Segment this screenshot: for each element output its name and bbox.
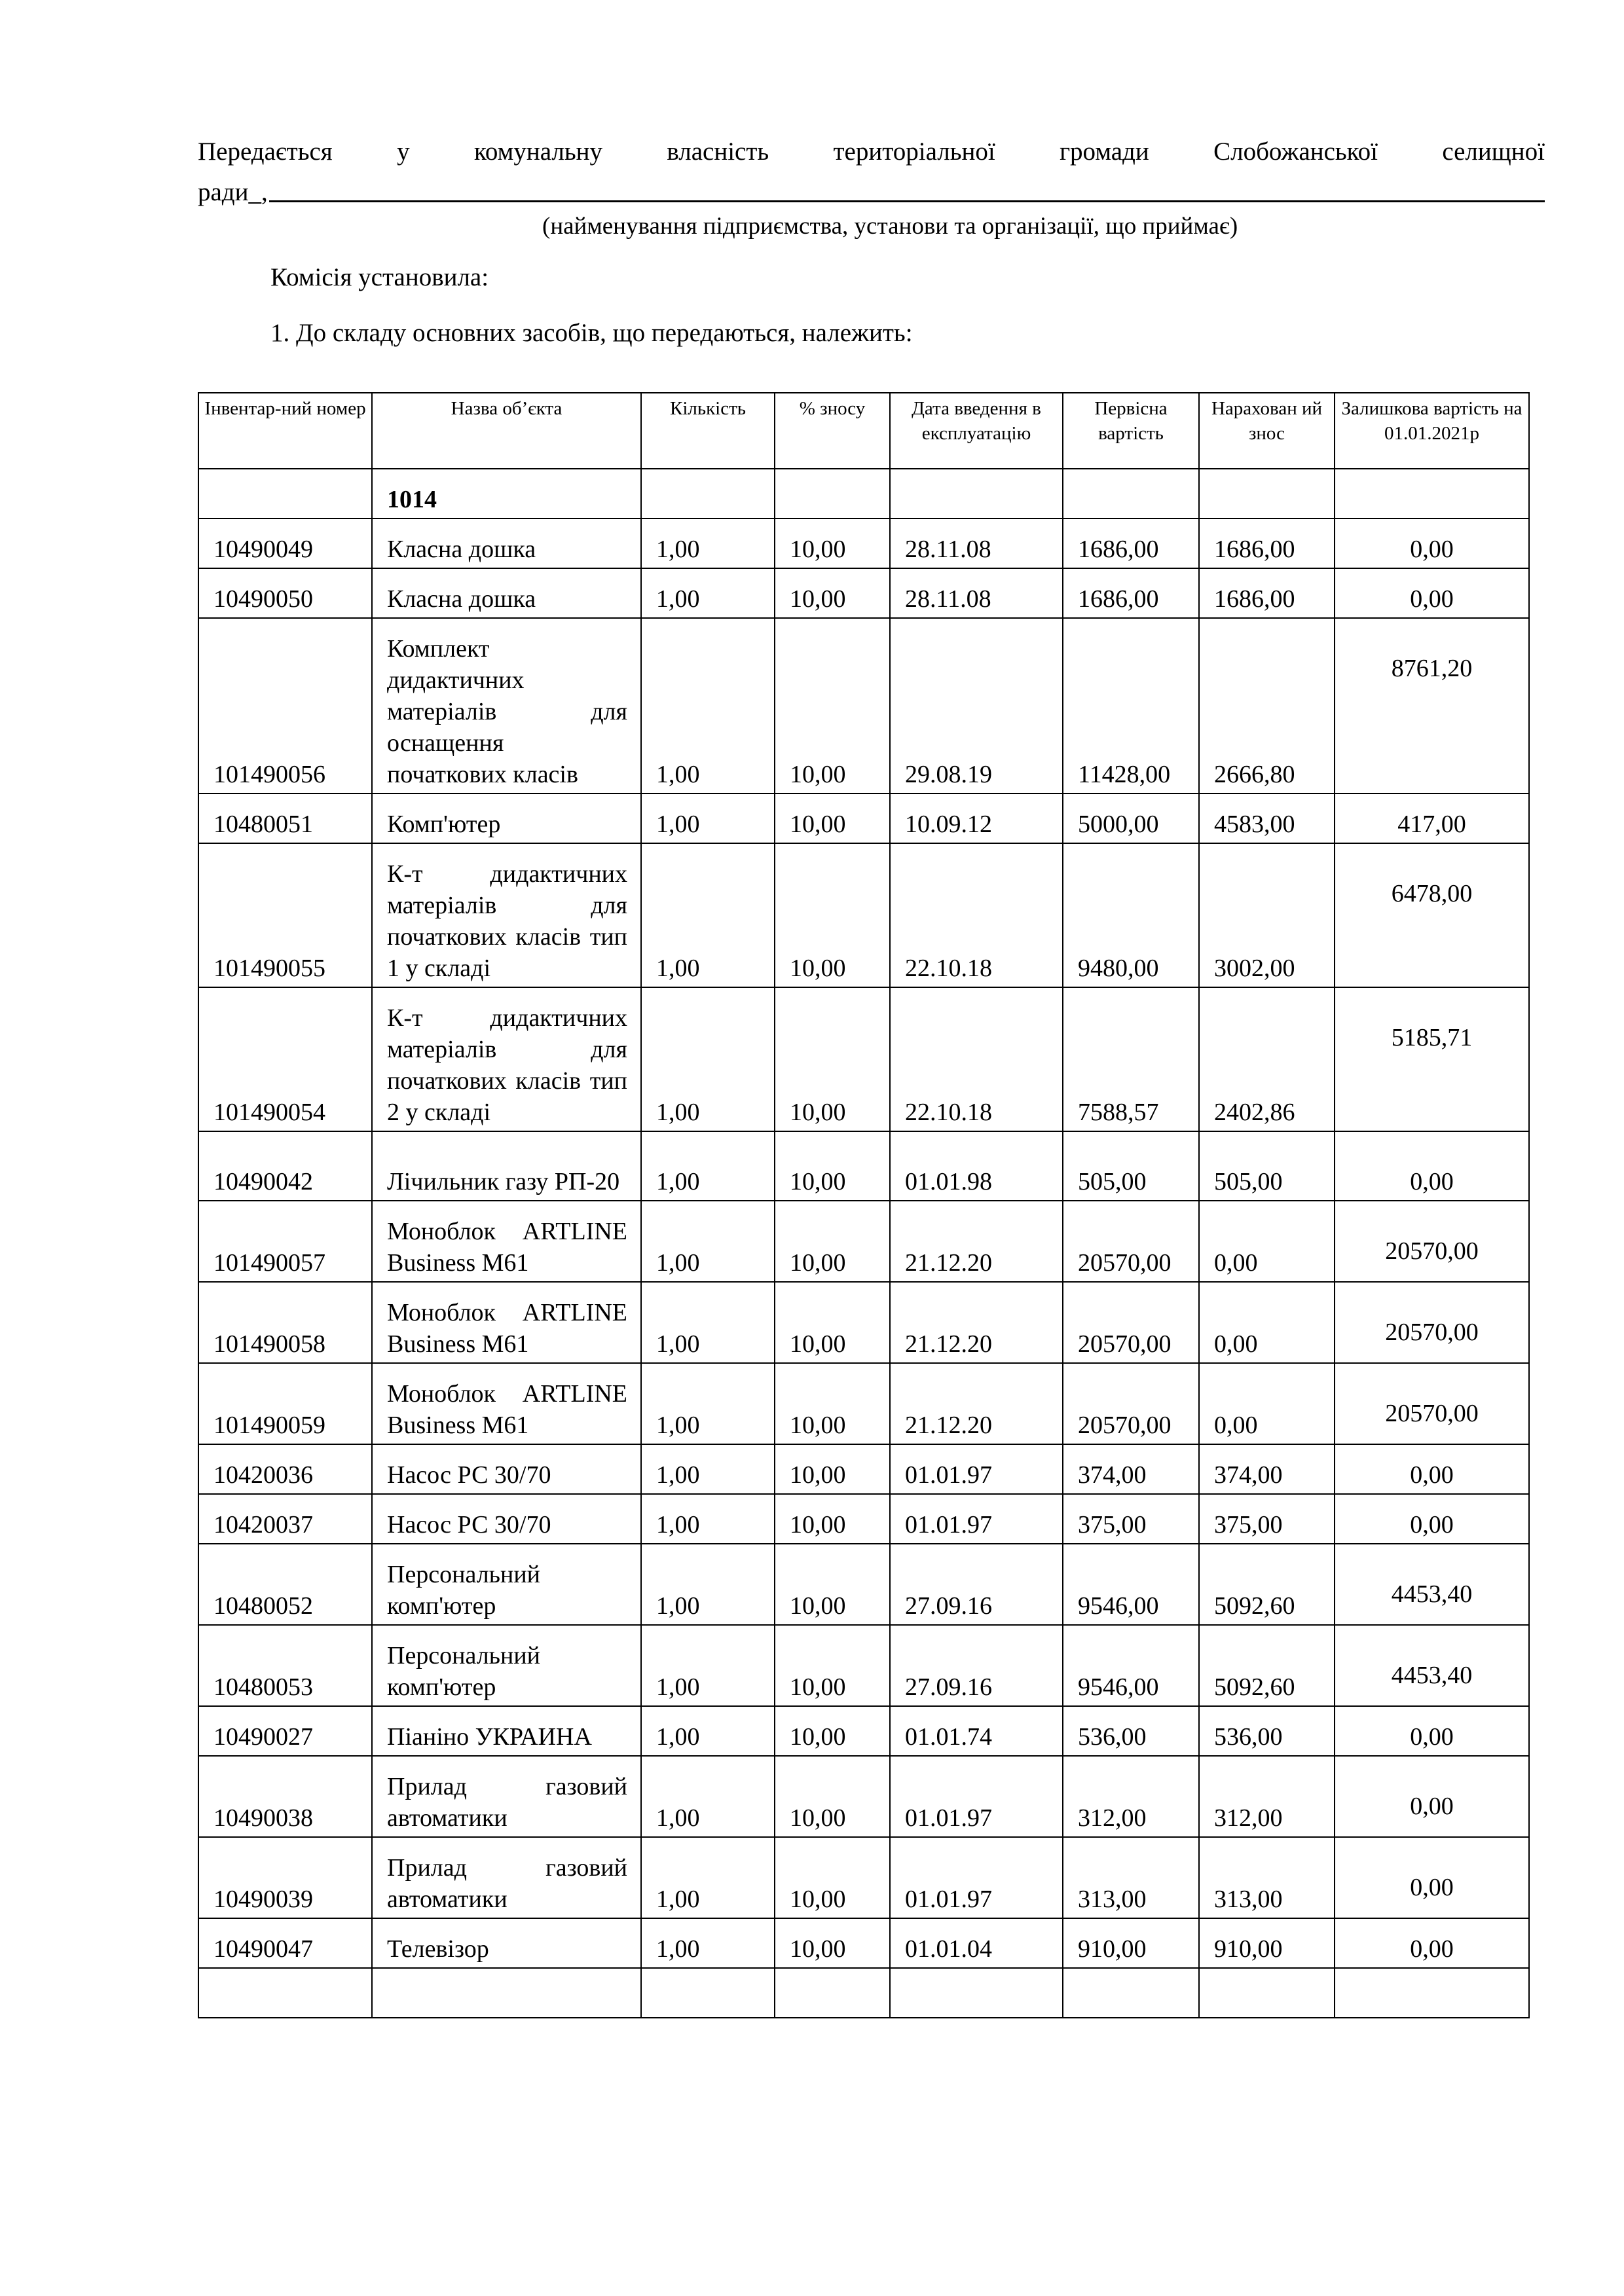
cell-wear-percent: 10,00 (775, 1494, 890, 1544)
cell-inventory-number: 101490059 (198, 1363, 372, 1444)
cell-accrued-wear: 0,00 (1199, 1282, 1335, 1363)
cell-residual-value: 0,00 (1335, 1918, 1529, 1968)
intro-line-2-text: ради_, (198, 178, 268, 206)
cell-accrued-wear: 375,00 (1199, 1494, 1335, 1544)
cell-wear-percent: 10,00 (775, 1131, 890, 1201)
cell-initial-cost: 910,00 (1063, 1918, 1199, 1968)
cell-inventory-number: 101490054 (198, 987, 372, 1131)
cell-inventory-number: 101490057 (198, 1201, 372, 1282)
header-inventory-number: Інвентар-ний номер (198, 393, 372, 469)
cell-quantity: 1,00 (641, 519, 775, 568)
header-commission-date: Дата введення в експлуатацію (890, 393, 1063, 469)
cell-residual-value: 417,00 (1335, 793, 1529, 843)
cell-initial-cost: 20570,00 (1063, 1201, 1199, 1282)
cell-initial-cost: 20570,00 (1063, 1282, 1199, 1363)
assets-table (198, 392, 1530, 2018)
cell-accrued-wear: 3002,00 (1199, 843, 1335, 987)
header-initial-cost: Первісна вартість (1063, 393, 1199, 469)
cell-quantity: 1,00 (641, 793, 775, 843)
cell-initial-cost: 536,00 (1063, 1706, 1199, 1756)
cell-commission-date: 01.01.04 (890, 1918, 1063, 1968)
table-header-row (198, 393, 1529, 469)
cell-quantity: 1,00 (641, 1706, 775, 1756)
cell-commission-date: 22.10.18 (890, 843, 1063, 987)
cell-residual-value: 0,00 (1335, 568, 1529, 618)
cell-quantity: 1,00 (641, 1918, 775, 1968)
empty-cell (1199, 1968, 1335, 2018)
cell-wear-percent: 10,00 (775, 987, 890, 1131)
cell-object-name: К-т дидактичних матеріалів для початкових класів тип 2 у складі (372, 987, 641, 1131)
cell-object-name: Класна дошка (372, 519, 641, 568)
recipient-blank-line (269, 177, 1545, 202)
cell-residual-value: 0,00 (1335, 519, 1529, 568)
cell-object-name: Прилад газовий автоматики (372, 1756, 641, 1837)
table-row (198, 1706, 1529, 1756)
cell-quantity: 1,00 (641, 1494, 775, 1544)
cell-object-name: К-т дидактичних матеріалів для початкових класів тип 1 у складі (372, 843, 641, 987)
cell-wear-percent: 10,00 (775, 1201, 890, 1282)
cell-wear-percent: 10,00 (775, 1706, 890, 1756)
cell-residual-value: 0,00 (1335, 1756, 1529, 1837)
cell-inventory-number: 10490042 (198, 1131, 372, 1201)
cell-accrued-wear: 5092,60 (1199, 1625, 1335, 1706)
cell-wear-percent: 10,00 (775, 1756, 890, 1837)
table-row (198, 793, 1529, 843)
intro-line-2 (198, 177, 1545, 208)
cell-initial-cost: 312,00 (1063, 1756, 1199, 1837)
cell-residual-value: 0,00 (1335, 1706, 1529, 1756)
cell-commission-date: 29.08.19 (890, 618, 1063, 793)
cell-object-name: Моноблок ARTLINE Business M61 (372, 1282, 641, 1363)
cell-inventory-number: 101490058 (198, 1282, 372, 1363)
cell-object-name: Моноблок ARTLINE Business M61 (372, 1201, 641, 1282)
table-row (198, 568, 1529, 618)
cell-commission-date: 21.12.20 (890, 1282, 1063, 1363)
cell-quantity: 1,00 (641, 1837, 775, 1918)
cell-commission-date: 21.12.20 (890, 1363, 1063, 1444)
cell-inventory-number: 10480052 (198, 1544, 372, 1625)
cell-quantity: 1,00 (641, 568, 775, 618)
cell-residual-value: 6478,00 (1335, 843, 1529, 987)
cell-inventory-number: 10490050 (198, 568, 372, 618)
table-row (198, 1756, 1529, 1837)
commission-heading: Комісія установила: (270, 263, 489, 291)
cell-accrued-wear: 313,00 (1199, 1837, 1335, 1918)
item-1-text: 1. До складу основних засобів, що передаються, належить: (270, 319, 913, 347)
header-quantity: Кількість (641, 393, 775, 469)
empty-cell (1063, 469, 1199, 519)
cell-residual-value: 20570,00 (1335, 1282, 1529, 1363)
cell-residual-value: 0,00 (1335, 1494, 1529, 1544)
cell-object-name: Моноблок ARTLINE Business M61 (372, 1363, 641, 1444)
group-code: 1014 (372, 469, 641, 519)
cell-initial-cost: 20570,00 (1063, 1363, 1199, 1444)
cell-object-name: Комп'ютер (372, 793, 641, 843)
cell-accrued-wear: 2402,86 (1199, 987, 1335, 1131)
cell-object-name: Класна дошка (372, 568, 641, 618)
table-row (198, 843, 1529, 987)
cell-initial-cost: 9546,00 (1063, 1625, 1199, 1706)
cell-inventory-number: 10490027 (198, 1706, 372, 1756)
cell-commission-date: 22.10.18 (890, 987, 1063, 1131)
header-accrued-wear: Нарахован ий знос (1199, 393, 1335, 469)
cell-object-name: Насос РС 30/70 (372, 1444, 641, 1494)
cell-residual-value: 8761,20 (1335, 618, 1529, 793)
cell-commission-date: 01.01.97 (890, 1494, 1063, 1544)
cell-initial-cost: 1686,00 (1063, 568, 1199, 618)
cell-object-name: Лічильник газу РП-20 (372, 1131, 641, 1201)
cell-initial-cost: 11428,00 (1063, 618, 1199, 793)
cell-residual-value: 0,00 (1335, 1444, 1529, 1494)
cell-commission-date: 27.09.16 (890, 1544, 1063, 1625)
cell-inventory-number: 10480053 (198, 1625, 372, 1706)
table-row (198, 1544, 1529, 1625)
cell-quantity: 1,00 (641, 987, 775, 1131)
cell-inventory-number: 10490047 (198, 1918, 372, 1968)
empty-cell (198, 469, 372, 519)
cell-object-name: Персональний комп'ютер (372, 1625, 641, 1706)
table-row (198, 618, 1529, 793)
cell-quantity: 1,00 (641, 1363, 775, 1444)
cell-wear-percent: 10,00 (775, 1363, 890, 1444)
cell-quantity: 1,00 (641, 1544, 775, 1625)
header-wear-percent: % зносу (775, 393, 890, 469)
cell-wear-percent: 10,00 (775, 568, 890, 618)
empty-row (198, 1968, 1529, 2018)
table-row (198, 1282, 1529, 1363)
cell-initial-cost: 1686,00 (1063, 519, 1199, 568)
cell-quantity: 1,00 (641, 1756, 775, 1837)
cell-residual-value: 20570,00 (1335, 1363, 1529, 1444)
cell-quantity: 1,00 (641, 1444, 775, 1494)
cell-accrued-wear: 0,00 (1199, 1363, 1335, 1444)
empty-cell (890, 469, 1063, 519)
cell-accrued-wear: 1686,00 (1199, 519, 1335, 568)
cell-accrued-wear: 2666,80 (1199, 618, 1335, 793)
empty-cell (1335, 1968, 1529, 2018)
empty-cell (775, 1968, 890, 2018)
cell-initial-cost: 7588,57 (1063, 987, 1199, 1131)
cell-initial-cost: 9480,00 (1063, 843, 1199, 987)
cell-inventory-number: 10420037 (198, 1494, 372, 1544)
cell-wear-percent: 10,00 (775, 1544, 890, 1625)
intro-line-1: Передається у комунальну власність територіальної громади Слобожанської селищної (198, 137, 1545, 166)
cell-initial-cost: 5000,00 (1063, 793, 1199, 843)
cell-object-name: Прилад газовий автоматики (372, 1837, 641, 1918)
cell-object-name: Персональний комп'ютер (372, 1544, 641, 1625)
cell-wear-percent: 10,00 (775, 618, 890, 793)
cell-inventory-number: 10480051 (198, 793, 372, 843)
table-row (198, 1444, 1529, 1494)
cell-commission-date: 28.11.08 (890, 568, 1063, 618)
cell-accrued-wear: 5092,60 (1199, 1544, 1335, 1625)
empty-cell (198, 1968, 372, 2018)
empty-cell (1063, 1968, 1199, 2018)
table-row (198, 1201, 1529, 1282)
cell-quantity: 1,00 (641, 1201, 775, 1282)
table-row (198, 1837, 1529, 1918)
cell-accrued-wear: 536,00 (1199, 1706, 1335, 1756)
cell-quantity: 1,00 (641, 1131, 775, 1201)
cell-residual-value: 4453,40 (1335, 1625, 1529, 1706)
cell-initial-cost: 313,00 (1063, 1837, 1199, 1918)
empty-cell (890, 1968, 1063, 2018)
cell-object-name: Піаніно УКРАИНА (372, 1706, 641, 1756)
table-row (198, 987, 1529, 1131)
cell-accrued-wear: 374,00 (1199, 1444, 1335, 1494)
group-row (198, 469, 1529, 519)
cell-accrued-wear: 0,00 (1199, 1201, 1335, 1282)
cell-object-name: Телевізор (372, 1918, 641, 1968)
cell-inventory-number: 101490055 (198, 843, 372, 987)
table-row (198, 519, 1529, 568)
empty-cell (1335, 469, 1529, 519)
cell-accrued-wear: 4583,00 (1199, 793, 1335, 843)
cell-commission-date: 27.09.16 (890, 1625, 1063, 1706)
cell-object-name: Комплект дидактичних матеріалів для оснащення початкових класів (372, 618, 641, 793)
cell-commission-date: 01.01.98 (890, 1131, 1063, 1201)
cell-accrued-wear: 910,00 (1199, 1918, 1335, 1968)
cell-object-name: Насос РС 30/70 (372, 1494, 641, 1544)
header-residual-value: Залишкова вартість на 01.01.2021р (1335, 393, 1529, 469)
cell-residual-value: 20570,00 (1335, 1201, 1529, 1282)
cell-quantity: 1,00 (641, 1625, 775, 1706)
cell-wear-percent: 10,00 (775, 793, 890, 843)
table-row (198, 1625, 1529, 1706)
cell-wear-percent: 10,00 (775, 1918, 890, 1968)
cell-residual-value: 0,00 (1335, 1837, 1529, 1918)
cell-wear-percent: 10,00 (775, 1282, 890, 1363)
cell-initial-cost: 505,00 (1063, 1131, 1199, 1201)
cell-quantity: 1,00 (641, 1282, 775, 1363)
cell-inventory-number: 10420036 (198, 1444, 372, 1494)
empty-cell (775, 469, 890, 519)
cell-accrued-wear: 312,00 (1199, 1756, 1335, 1837)
cell-wear-percent: 10,00 (775, 1625, 890, 1706)
cell-commission-date: 28.11.08 (890, 519, 1063, 568)
cell-wear-percent: 10,00 (775, 1837, 890, 1918)
cell-wear-percent: 10,00 (775, 519, 890, 568)
empty-cell (641, 1968, 775, 2018)
cell-inventory-number: 101490056 (198, 618, 372, 793)
cell-quantity: 1,00 (641, 618, 775, 793)
table-row (198, 1363, 1529, 1444)
recipient-caption: (найменування підприємства, установи та організації, що приймає) (542, 213, 1238, 240)
table-row (198, 1918, 1529, 1968)
cell-inventory-number: 10490049 (198, 519, 372, 568)
empty-cell (372, 1968, 641, 2018)
cell-wear-percent: 10,00 (775, 1444, 890, 1494)
table-row (198, 1494, 1529, 1544)
cell-commission-date: 01.01.97 (890, 1837, 1063, 1918)
cell-residual-value: 5185,71 (1335, 987, 1529, 1131)
cell-inventory-number: 10490038 (198, 1756, 372, 1837)
cell-wear-percent: 10,00 (775, 843, 890, 987)
cell-residual-value: 0,00 (1335, 1131, 1529, 1201)
empty-cell (641, 469, 775, 519)
cell-accrued-wear: 1686,00 (1199, 568, 1335, 618)
header-object-name: Назва об’єкта (372, 393, 641, 469)
cell-inventory-number: 10490039 (198, 1837, 372, 1918)
cell-initial-cost: 9546,00 (1063, 1544, 1199, 1625)
cell-commission-date: 10.09.12 (890, 793, 1063, 843)
cell-accrued-wear: 505,00 (1199, 1131, 1335, 1201)
empty-cell (1199, 469, 1335, 519)
cell-commission-date: 21.12.20 (890, 1201, 1063, 1282)
cell-initial-cost: 375,00 (1063, 1494, 1199, 1544)
cell-commission-date: 01.01.97 (890, 1444, 1063, 1494)
cell-commission-date: 01.01.74 (890, 1706, 1063, 1756)
cell-initial-cost: 374,00 (1063, 1444, 1199, 1494)
cell-commission-date: 01.01.97 (890, 1756, 1063, 1837)
cell-residual-value: 4453,40 (1335, 1544, 1529, 1625)
table-row (198, 1131, 1529, 1201)
cell-quantity: 1,00 (641, 843, 775, 987)
